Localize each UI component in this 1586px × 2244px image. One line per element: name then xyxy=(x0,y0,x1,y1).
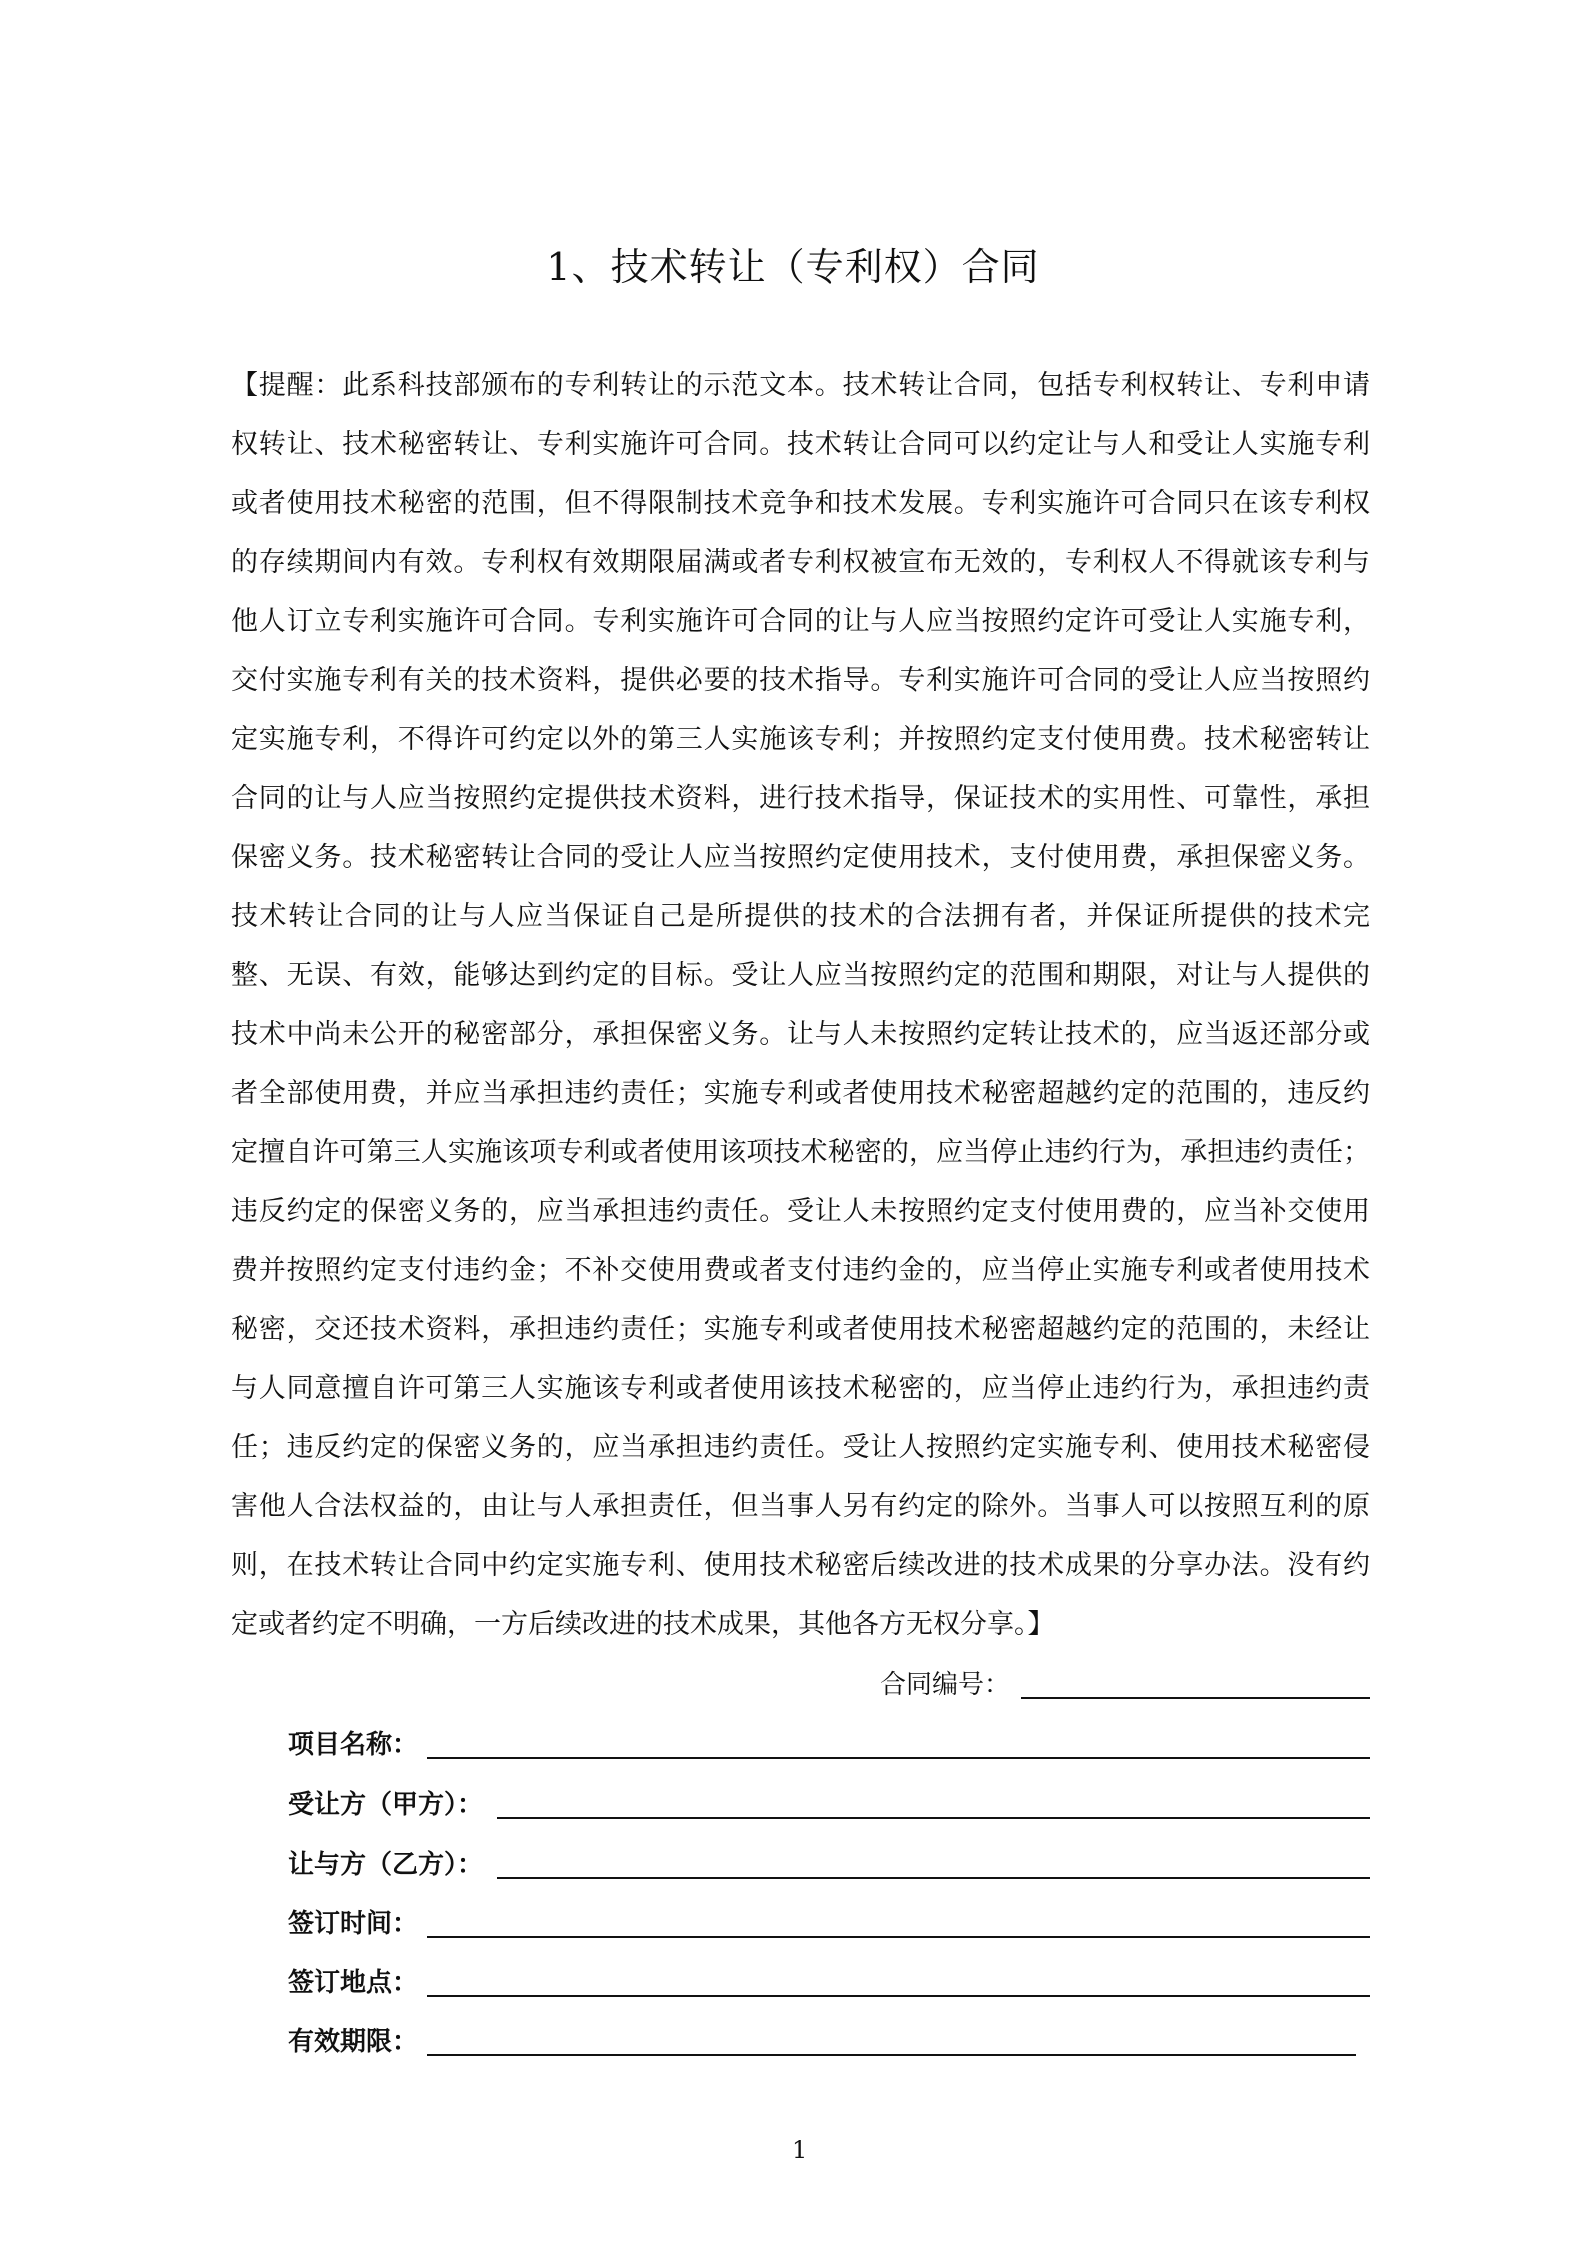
paragraph-line: 交付实施专利有关的技术资料，提供必要的技术指导。专利实施许可合同的受让人应当按照约 xyxy=(231,665,1370,696)
sign-place-field xyxy=(288,1962,418,1999)
sign-date-field xyxy=(288,1903,418,1940)
valid-period-label: 有效期限： xyxy=(288,2027,419,2057)
paragraph-line: 的存续期间内有效。专利权有效期限届满或者专利权被宣布无效的，专利权人不得就该专利与 xyxy=(231,547,1370,578)
paragraph-line: 则，在技术转让合同中约定实施专利、使用技术秘密后续改进的技术成果的分享办法。没有约 xyxy=(231,1550,1370,1581)
paragraph-line: 与人同意擅自许可第三人实施该专利或者使用该技术秘密的，应当停止违约行为，承担违约责 xyxy=(231,1373,1370,1404)
assignee-field xyxy=(288,1784,483,1821)
assignee-blank[interactable] xyxy=(497,1817,1370,1819)
paragraph-line: 他人订立专利实施许可合同。专利实施许可合同的让与人应当按照约定许可受让人实施专利， xyxy=(231,606,1370,637)
paragraph-line: 任；违反约定的保密义务的，应当承担违约责任。受让人按照约定实施专利、使用技术秘密侵 xyxy=(231,1432,1370,1463)
paragraph-line: 违反约定的保密义务的，应当承担违约责任。受让人未按照约定支付使用费的，应当补交使用 xyxy=(231,1196,1370,1227)
paragraph-line: 秘密，交还技术资料，承担违约责任；实施专利或者使用技术秘密超越约定的范围的，未经让 xyxy=(231,1314,1370,1345)
paragraph-line: 合同的让与人应当按照约定提供技术资料，进行技术指导，保证技术的实用性、可靠性，承担 xyxy=(231,783,1370,814)
project-name-label: 项目名称： xyxy=(288,1730,419,1760)
paragraph-line: 整、无误、有效，能够达到约定的目标。受让人应当按照约定的范围和期限，对让与人提供的 xyxy=(231,960,1370,991)
contract-number-blank[interactable] xyxy=(1021,1697,1370,1699)
paragraph-line: 定擅自许可第三人实施该项专利或者使用该项技术秘密的，应当停止违约行为，承担违约责任； xyxy=(231,1137,1370,1168)
contract-number-label: 合同编号： xyxy=(880,1670,1011,1700)
paragraph-line: 【提醒：此系科技部颁布的专利转让的示范文本。技术转让合同，包括专利权转让、专利申请 xyxy=(231,370,1370,401)
contract-number-field xyxy=(880,1664,1010,1701)
paragraph-line: 保密义务。技术秘密转让合同的受让人应当按照约定使用技术，支付使用费，承担保密义务。 xyxy=(231,842,1370,873)
paragraph-line: 定实施专利，不得许可约定以外的第三人实施该专利；并按照约定支付使用费。技术秘密转让 xyxy=(231,724,1370,755)
paragraph-line: 费并按照约定支付违约金；不补交使用费或者支付违约金的，应当停止实施专利或者使用技术 xyxy=(231,1255,1370,1286)
assignee-label: 受让方（甲方）： xyxy=(288,1790,484,1820)
valid-period-blank[interactable] xyxy=(427,2054,1356,2056)
sign-place-label: 签订地点： xyxy=(288,1968,419,1998)
valid-period-field xyxy=(288,2021,418,2058)
assignor-blank[interactable] xyxy=(497,1877,1370,1879)
project-name-field xyxy=(288,1724,418,1761)
assignor-label: 让与方（乙方）： xyxy=(288,1850,484,1880)
sign-date-label: 签订时间： xyxy=(288,1909,419,1939)
paragraph-line: 害他人合法权益的，由让与人承担责任，但当事人另有约定的除外。当事人可以按照互利的原 xyxy=(231,1491,1370,1522)
paragraph-line: 技术转让合同的让与人应当保证自己是所提供的技术的合法拥有者，并保证所提供的技术完 xyxy=(231,901,1370,932)
page-number: 1 xyxy=(792,2136,808,2164)
reminder-paragraph xyxy=(231,366,1370,1664)
paragraph-line: 者全部使用费，并应当承担违约责任；实施专利或者使用技术秘密超越约定的范围的，违反约 xyxy=(231,1078,1370,1109)
paragraph-line: 或者使用技术秘密的范围，但不得限制技术竞争和技术发展。专利实施许可合同只在该专利权 xyxy=(231,488,1370,519)
project-name-blank[interactable] xyxy=(427,1757,1370,1759)
paragraph-line: 技术中尚未公开的秘密部分，承担保密义务。让与人未按照约定转让技术的，应当返还部分或 xyxy=(231,1019,1370,1050)
paragraph-line: 权转让、技术秘密转让、专利实施许可合同。技术转让合同可以约定让与人和受让人实施专利 xyxy=(231,429,1370,460)
document-title: 1、技术转让（专利权）合同 xyxy=(546,245,1040,289)
sign-place-blank[interactable] xyxy=(427,1995,1370,1997)
paragraph-line: 定或者约定不明确，一方后续改进的技术成果，其他各方无权分享。】 xyxy=(231,1609,1055,1640)
assignor-field xyxy=(288,1844,483,1881)
sign-date-blank[interactable] xyxy=(427,1936,1370,1938)
